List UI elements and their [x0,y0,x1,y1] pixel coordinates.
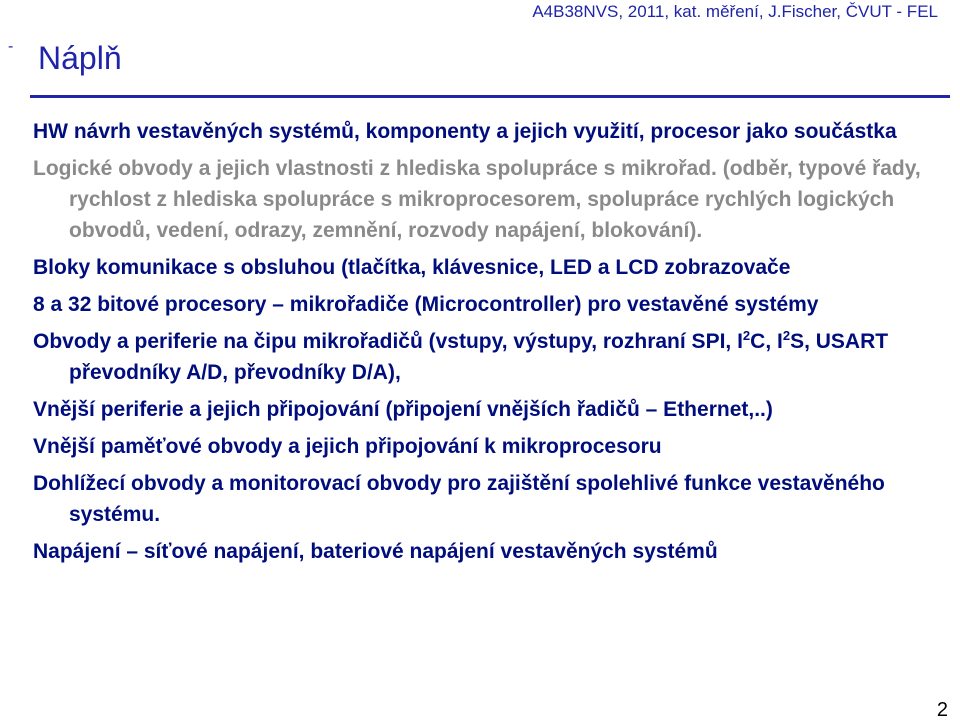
superscript: 2 [782,328,791,343]
list-item: Dohlížecí obvody a monitorovací obvody pro zajištění spolehlivé funkce vestavěného systému. [33,472,885,526]
title-divider [30,95,950,98]
list-item-text: Obvody a periferie na čipu mikrořadičů (vstupy, výstupy, rozhraní SPI, I [33,330,743,353]
list-item: Logické obvody a jejich vlastnosti z hlediska spolupráce s mikrořad. (odběr, typové řady, rychlost z hlediska spolupráce s mikroprocesorem, spolupráce rychlých logických obvodů, vedení, odrazy, zemnění, rozvody napájení, blokování). [33,157,921,242]
list-item [33,326,938,388]
list-item-text: C, I [750,330,783,353]
list-item: HW návrh vestavěných systémů, komponenty a jejich využití, procesor jako součástka [33,120,897,143]
list-item: Vnější periferie a jejich připojování (připojení vnějších řadičů – Ethernet,..) [33,398,773,421]
superscript: 2 [742,328,751,343]
corner-mark: - [8,38,14,55]
page-number: 2 [936,699,948,721]
list-item: 8 a 32 bitové procesory – mikrořadiče (Microcontroller) pro vestavěné systémy [33,293,819,316]
list-item: Napájení – síťové napájení, bateriové napájení vestavěných systémů [33,540,718,563]
list-item: Bloky komunikace s obsluhou (tlačítka, klávesnice, LED a LCD zobrazovače [33,256,791,279]
list-item: Vnější paměťové obvody a jejich připojování k mikroprocesoru [33,435,662,458]
header-reference: A4B38NVS, 2011, kat. měření, J.Fischer, ČVUT - FEL [532,2,938,21]
slide-title: Náplň [38,40,122,76]
list-item-text: S, USART převodníky A/D, převodníky D/A), [69,330,889,384]
content-list [33,116,938,573]
